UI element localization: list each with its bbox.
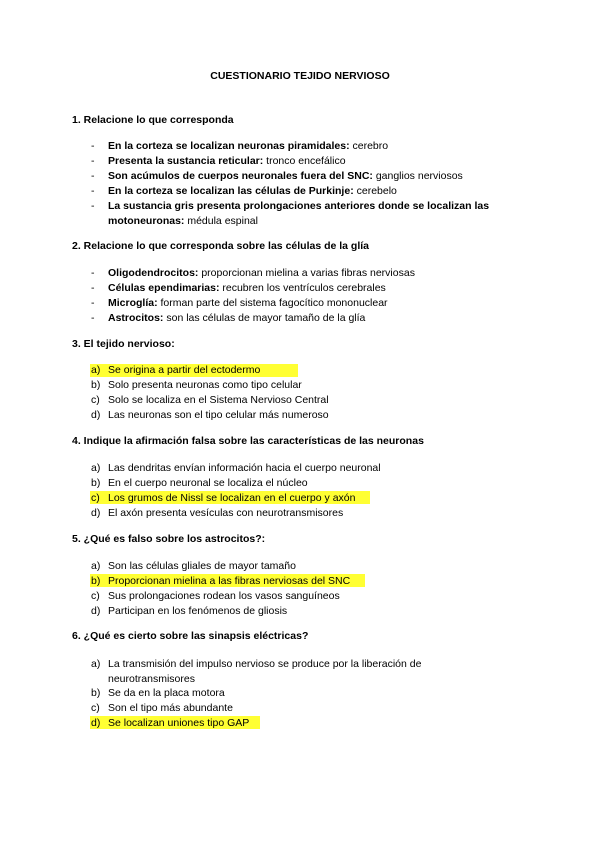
list-dash: - bbox=[91, 267, 95, 279]
option-letter: d) bbox=[91, 605, 101, 617]
q3-option-a: Se origina a partir del ectodermo bbox=[108, 364, 261, 376]
q4-option-b: En el cuerpo neuronal se localiza el núcleo bbox=[108, 477, 308, 489]
q6-option-a-continuation: neurotransmisores bbox=[108, 673, 195, 685]
list-dash: - bbox=[91, 155, 95, 167]
q5-option-b: Proporcionan mielina a las fibras nerviosas del SNC bbox=[108, 575, 351, 587]
option-letter: d) bbox=[91, 409, 101, 421]
q4-option-d: El axón presenta vesículas con neurotransmisores bbox=[108, 507, 344, 519]
q5-option-a: Son las células gliales de mayor tamaño bbox=[108, 560, 296, 572]
q1-item-3: Son acúmulos de cuerpos neuronales fuera del SNC: ganglios nerviosos bbox=[108, 170, 463, 182]
q1-item-4: En la corteza se localizan las células de Purkinje: cerebelo bbox=[108, 185, 397, 197]
question-1-heading: 1. Relacione lo que corresponda bbox=[72, 114, 234, 126]
q6-option-d: Se localizan uniones tipo GAP bbox=[108, 717, 250, 729]
option-letter: b) bbox=[91, 379, 101, 391]
option-letter: b) bbox=[91, 477, 101, 489]
list-dash: - bbox=[91, 312, 95, 324]
question-6-heading: 6. ¿Qué es cierto sobre las sinapsis eléctricas? bbox=[72, 630, 309, 642]
q4-option-a: Las dendritas envían información hacia el cuerpo neuronal bbox=[108, 462, 381, 474]
q3-option-c: Solo se localiza en el Sistema Nervioso Central bbox=[108, 394, 329, 406]
q1-item-5-continuation: motoneuronas: médula espinal bbox=[108, 215, 258, 227]
q4-option-c: Los grumos de Nissl se localizan en el cuerpo y axón bbox=[108, 492, 356, 504]
list-dash: - bbox=[91, 170, 95, 182]
option-letter: a) bbox=[91, 462, 101, 474]
q2-item-4: Astrocitos: son las células de mayor tamaño de la glía bbox=[108, 312, 366, 324]
q1-item-2: Presenta la sustancia reticular: tronco encefálico bbox=[108, 155, 346, 167]
option-letter: c) bbox=[91, 590, 100, 602]
option-letter: a) bbox=[91, 560, 101, 572]
q2-item-1: Oligodendrocitos: proporcionan mielina a varias fibras nerviosas bbox=[108, 267, 415, 279]
q5-option-d: Participan en los fenómenos de gliosis bbox=[108, 605, 288, 617]
option-letter: b) bbox=[91, 687, 101, 699]
option-letter: c) bbox=[91, 492, 100, 504]
option-letter: d) bbox=[91, 507, 101, 519]
list-dash: - bbox=[91, 297, 95, 309]
option-letter: d) bbox=[91, 717, 101, 729]
q1-item-5: La sustancia gris presenta prolongaciones anteriores donde se localizan las bbox=[108, 200, 490, 212]
q5-option-c: Sus prolongaciones rodean los vasos sanguíneos bbox=[108, 590, 340, 602]
list-dash: - bbox=[91, 200, 95, 212]
q6-option-a: La transmisión del impulso nervioso se produce por la liberación de bbox=[108, 658, 422, 670]
q6-option-c: Son el tipo más abundante bbox=[108, 702, 233, 714]
option-letter: c) bbox=[91, 394, 100, 406]
q2-item-2: Células ependimarias: recubren los ventrículos cerebrales bbox=[108, 282, 386, 294]
list-dash: - bbox=[91, 140, 95, 152]
option-letter: b) bbox=[91, 575, 101, 587]
option-letter: a) bbox=[91, 658, 101, 670]
option-letter: a) bbox=[91, 364, 101, 376]
question-5-heading: 5. ¿Qué es falso sobre los astrocitos?: bbox=[72, 533, 266, 545]
q3-option-b: Solo presenta neuronas como tipo celular bbox=[108, 379, 302, 391]
q3-option-d: Las neuronas son el tipo celular más numeroso bbox=[108, 409, 329, 421]
question-4-heading: 4. Indique la afirmación falsa sobre las características de las neuronas bbox=[72, 435, 424, 447]
list-dash: - bbox=[91, 282, 95, 294]
question-2-heading: 2. Relacione lo que corresponda sobre las células de la glía bbox=[72, 240, 370, 252]
question-3-heading: 3. El tejido nervioso: bbox=[72, 338, 175, 350]
q2-item-3: Microglía: forman parte del sistema fagocítico mononuclear bbox=[108, 297, 388, 309]
option-letter: c) bbox=[91, 702, 100, 714]
page-title: CUESTIONARIO TEJIDO NERVIOSO bbox=[210, 70, 390, 82]
list-dash: - bbox=[91, 185, 95, 197]
q6-option-b: Se da en la placa motora bbox=[108, 687, 225, 699]
q1-item-1: En la corteza se localizan neuronas piramidales: cerebro bbox=[108, 140, 389, 152]
